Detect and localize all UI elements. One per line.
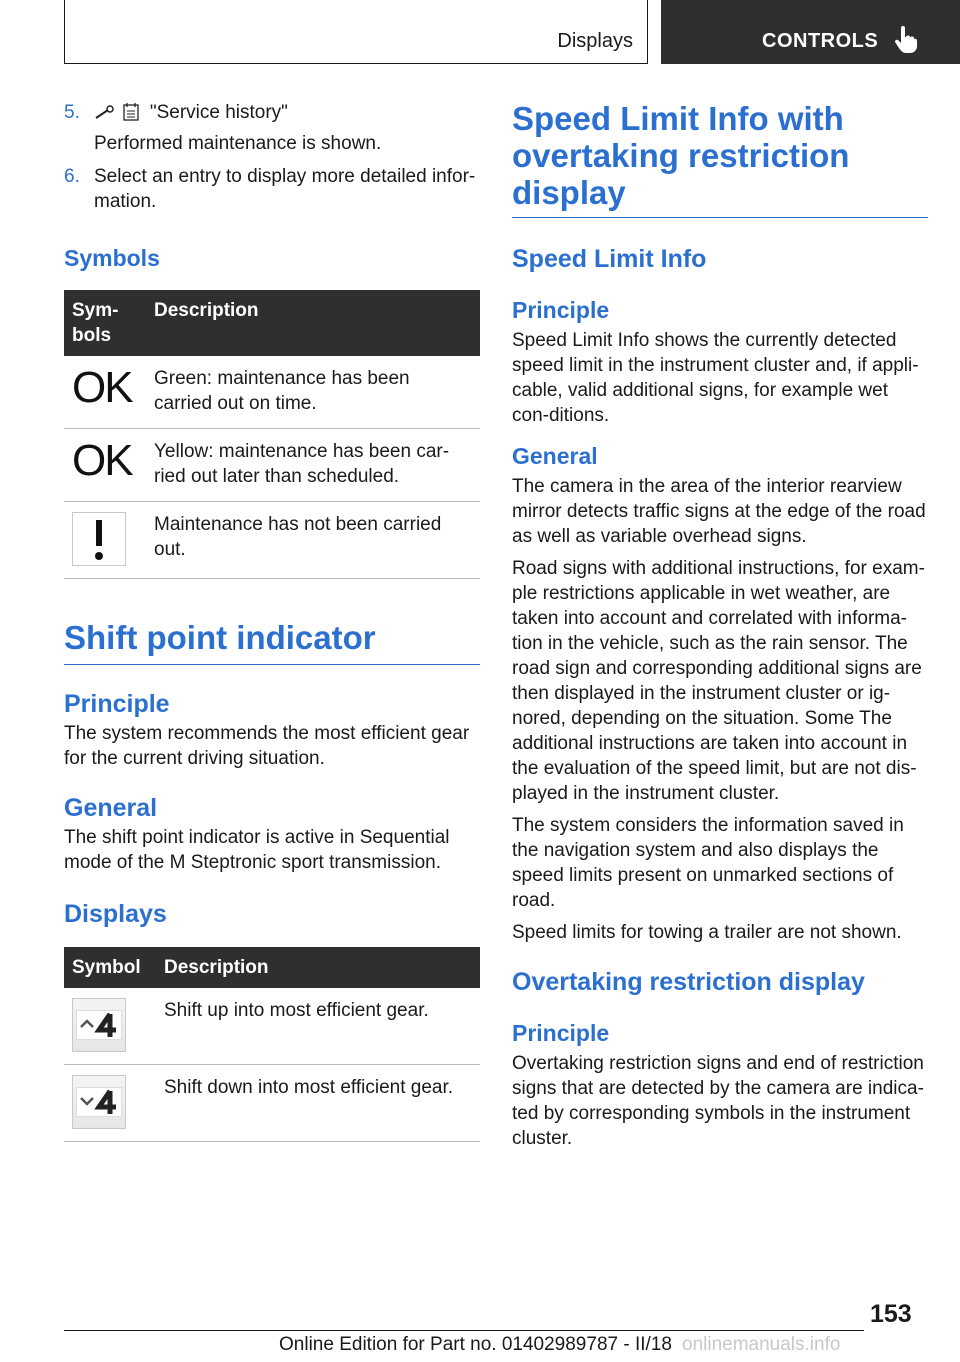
- row-description: Maintenance has not been carried out.: [146, 502, 480, 579]
- table-row: [64, 1065, 480, 1142]
- general-heading: General: [64, 794, 158, 822]
- general-paragraph: Speed limits for towing a trailer are not shown.: [512, 922, 902, 943]
- right-column: [512, 100, 928, 1151]
- header-section-label: Displays: [557, 30, 633, 52]
- pointing-hand-icon: [893, 26, 919, 54]
- table-row: [64, 988, 480, 1065]
- row-description: Yellow: maintenance has been car-ried out later than scheduled.: [146, 429, 480, 502]
- ok-green-symbol: OK: [72, 363, 132, 412]
- step-text: Performed maintenance is shown.: [94, 133, 382, 154]
- step-number: 5.: [64, 102, 80, 123]
- displays-table: [64, 947, 480, 1142]
- general-text: The shift point indicator is active in Sequential mode of the M Steptronic sport transmission.: [64, 827, 450, 873]
- footer-divider: [64, 1330, 864, 1331]
- step-5: [64, 100, 480, 156]
- row-description: Shift down into most efficient gear.: [156, 1065, 480, 1142]
- overtaking-principle-heading: Principle: [512, 1020, 610, 1046]
- shift-point-title: Shift point indicator: [64, 619, 480, 665]
- left-column: [64, 100, 480, 1142]
- principle-heading: Principle: [512, 297, 610, 323]
- description-col-header: Description: [156, 947, 480, 988]
- shift-down-gear-4-icon: [72, 1075, 126, 1129]
- general-paragraph: The system considers the information saved in the navigation system and also displays the speed limits present on unmarked sections of road.: [512, 815, 904, 911]
- wrench-icon: [94, 104, 116, 120]
- table-row: [64, 502, 480, 579]
- shift-up-gear-4-icon: [72, 998, 126, 1052]
- displays-heading: Displays: [64, 900, 167, 928]
- symbols-heading: Symbols: [64, 245, 160, 271]
- page-number: 153: [870, 1300, 912, 1328]
- edition-text: Online Edition for Part no. 01402989787 - II/18: [279, 1334, 672, 1355]
- symbol-col-header: Symbol: [64, 947, 156, 988]
- step-title: "Service history": [149, 102, 288, 123]
- principle-text: Speed Limit Info shows the currently detected speed limit in the instrument cluster and, if appli-cable, valid additional signs, for example wet con-ditions.: [512, 330, 919, 426]
- header-section-tab: [64, 0, 648, 64]
- step-6: [64, 164, 480, 214]
- symbols-table: [64, 290, 480, 579]
- sli-heading: Speed Limit Info: [512, 245, 707, 273]
- description-col-header: Description: [146, 290, 480, 356]
- general-paragraph: Road signs with additional instructions, for exam-ple restrictions applicable in wet weather, are taken into account and correlated with informa-tion in the vehicle, such as the rain sensor. The road sign and corresponding additional signs are then displayed in the instrument cluster or ig-nored, depending on the situation. Some The additional instructions are taken into account in the evaluation of the speed limit, but are not dis-played in the instrument cluster.: [512, 558, 925, 804]
- speed-limit-title: Speed Limit Info with overtaking restriction display: [512, 100, 928, 218]
- principle-heading: Principle: [64, 690, 170, 718]
- calendar-list-icon: [123, 103, 139, 121]
- watermark: onlinemanuals.info: [682, 1334, 841, 1355]
- principle-text: The system recommends the most efficient gear for the current driving situation.: [64, 723, 470, 769]
- header-chapter-tab: [661, 0, 960, 64]
- table-row: [64, 429, 480, 502]
- row-description: Green: maintenance has been carried out on time.: [146, 356, 480, 429]
- step-text: Select an entry to display more detailed infor-mation.: [94, 166, 476, 212]
- row-description: Shift up into most efficient gear.: [156, 988, 480, 1065]
- overtaking-heading: Overtaking restriction display: [512, 968, 865, 996]
- header-chapter-label: CONTROLS: [762, 30, 879, 52]
- overtaking-principle-text: Overtaking restriction signs and end of restriction signs that are detected by the camera are indica-ted by corresponding symbols in the instrument cluster.: [512, 1053, 924, 1149]
- step-number: 6.: [64, 166, 80, 187]
- ok-yellow-symbol: OK: [72, 436, 132, 485]
- general-heading: General: [512, 443, 598, 469]
- warning-exclamation-icon: [72, 512, 126, 566]
- symbols-col-header: Sym-bols: [64, 290, 146, 356]
- table-row: [64, 356, 480, 429]
- general-paragraph: The camera in the area of the interior rearview mirror detects traffic signs at the edge of the road as well as variable overhead signs.: [512, 476, 926, 547]
